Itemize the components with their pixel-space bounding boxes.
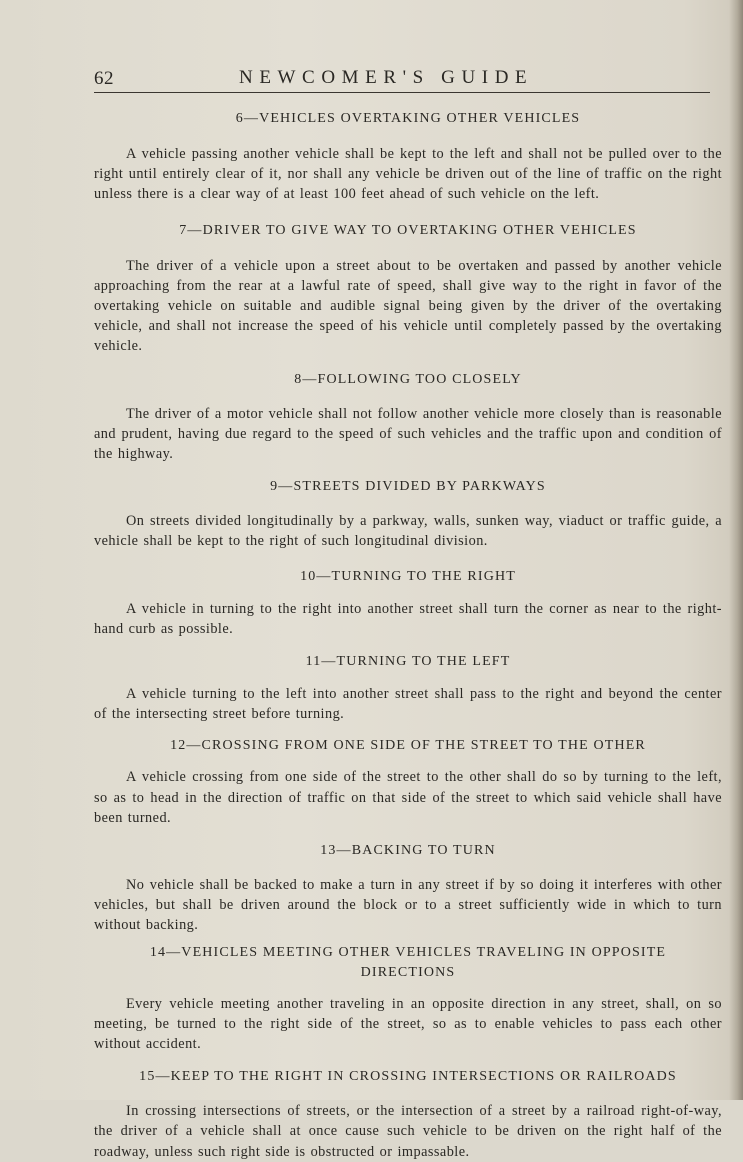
section-13 bbox=[94, 841, 722, 936]
section-15 bbox=[94, 1067, 722, 1162]
section-body: The driver of a motor vehicle shall not follow another vehicle more closely than is reasonable and prudent, having due regard to the speed of such vehicles and the traffic upon and condition of the highway. bbox=[94, 405, 722, 463]
section-9 bbox=[94, 477, 722, 551]
section-heading: 12—CROSSING FROM ONE SIDE OF THE STREET TO THE OTHER bbox=[170, 738, 646, 754]
section-body: On streets divided longitudinally by a parkway, walls, sunken way, viaduct or traffic guide, a vehicle shall be kept to the right of such longitudinal division. bbox=[94, 513, 722, 550]
section-heading: 8—FOLLOWING TOO CLOSELY bbox=[294, 371, 522, 387]
section-14 bbox=[94, 943, 722, 1055]
section-body: The driver of a vehicle upon a street about to be overtaken and passed by another vehicle approaching from the rear at a lawful rate of speed, shall give way to the right in favor of the overtaking vehicle on suitable and audible signal being given by the driver of the overtaking vehicle, and shall not increase the speed of his vehicle until completely passed by the overtaking vehicle. bbox=[94, 257, 722, 355]
page-content bbox=[94, 109, 722, 1162]
section-heading: 15—KEEP TO THE RIGHT IN CROSSING INTERSECTIONS OR RAILROADS bbox=[139, 1069, 677, 1085]
section-heading: 13—BACKING TO TURN bbox=[320, 843, 496, 859]
section-body: A vehicle passing another vehicle shall be kept to the left and shall not be pulled over to the right until entirely clear of it, nor shall any vehicle be driven out of the line of traffic on the right unless there is a clear way of at least 100 feet ahead of such vehicle on the left. bbox=[94, 146, 722, 203]
section-body: A vehicle turning to the left into another street shall pass to the right and beyond the center of the intersecting street before turning. bbox=[94, 686, 722, 723]
section-body: Every vehicle meeting another traveling in an opposite direction in any street, shall, on so meeting, be turned to the right side of the street, so as to enable vehicles to pass each other without accident. bbox=[94, 995, 722, 1053]
section-heading: 11—TURNING TO THE LEFT bbox=[305, 654, 511, 670]
book-spine-shadow bbox=[729, 0, 743, 1100]
section-heading: 7—DRIVER TO GIVE WAY TO OVERTAKING OTHER VEHICLES bbox=[179, 222, 637, 238]
section-heading: 6—VEHICLES OVERTAKING OTHER VEHICLES bbox=[235, 111, 581, 126]
section-heading: 10—TURNING TO THE RIGHT bbox=[300, 568, 516, 584]
section-6 bbox=[94, 109, 722, 205]
page-header bbox=[94, 64, 710, 93]
section-body: In crossing intersections of streets, or the intersection of a street by a railroad right-of-way, the driver of a vehicle shall at once cause such vehicle to be driven on the right half of the roadway, unless such right side is obstructed or impassable. bbox=[94, 1103, 722, 1160]
section-12 bbox=[94, 736, 722, 828]
section-body: No vehicle shall be backed to make a turn in any street if by so doing it interferes with other vehicles, but shall be driven around the block or to a street sufficiently wide in which to turn without backing. bbox=[94, 877, 722, 934]
section-7 bbox=[94, 221, 722, 357]
section-heading: 9—STREETS DIVIDED BY PARKWAYS bbox=[270, 479, 546, 495]
section-heading: 14—VEHICLES MEETING OTHER VEHICLES TRAVELING IN OPPOSITE DIRECTIONS bbox=[149, 944, 667, 980]
section-body: A vehicle in turning to the right into another street shall turn the corner as near to the right-hand curb as possible. bbox=[94, 600, 722, 637]
section-8 bbox=[94, 370, 722, 465]
section-11 bbox=[94, 652, 722, 724]
page-number: 62 bbox=[94, 68, 114, 89]
running-title: NEWCOMER'S GUIDE bbox=[239, 67, 534, 88]
section-body: A vehicle crossing from one side of the street to the other shall do so by turning to the left, so as to head in the direction of traffic on that side of the street to which said vehicle shall have been turned. bbox=[94, 769, 722, 826]
section-10 bbox=[94, 567, 722, 639]
